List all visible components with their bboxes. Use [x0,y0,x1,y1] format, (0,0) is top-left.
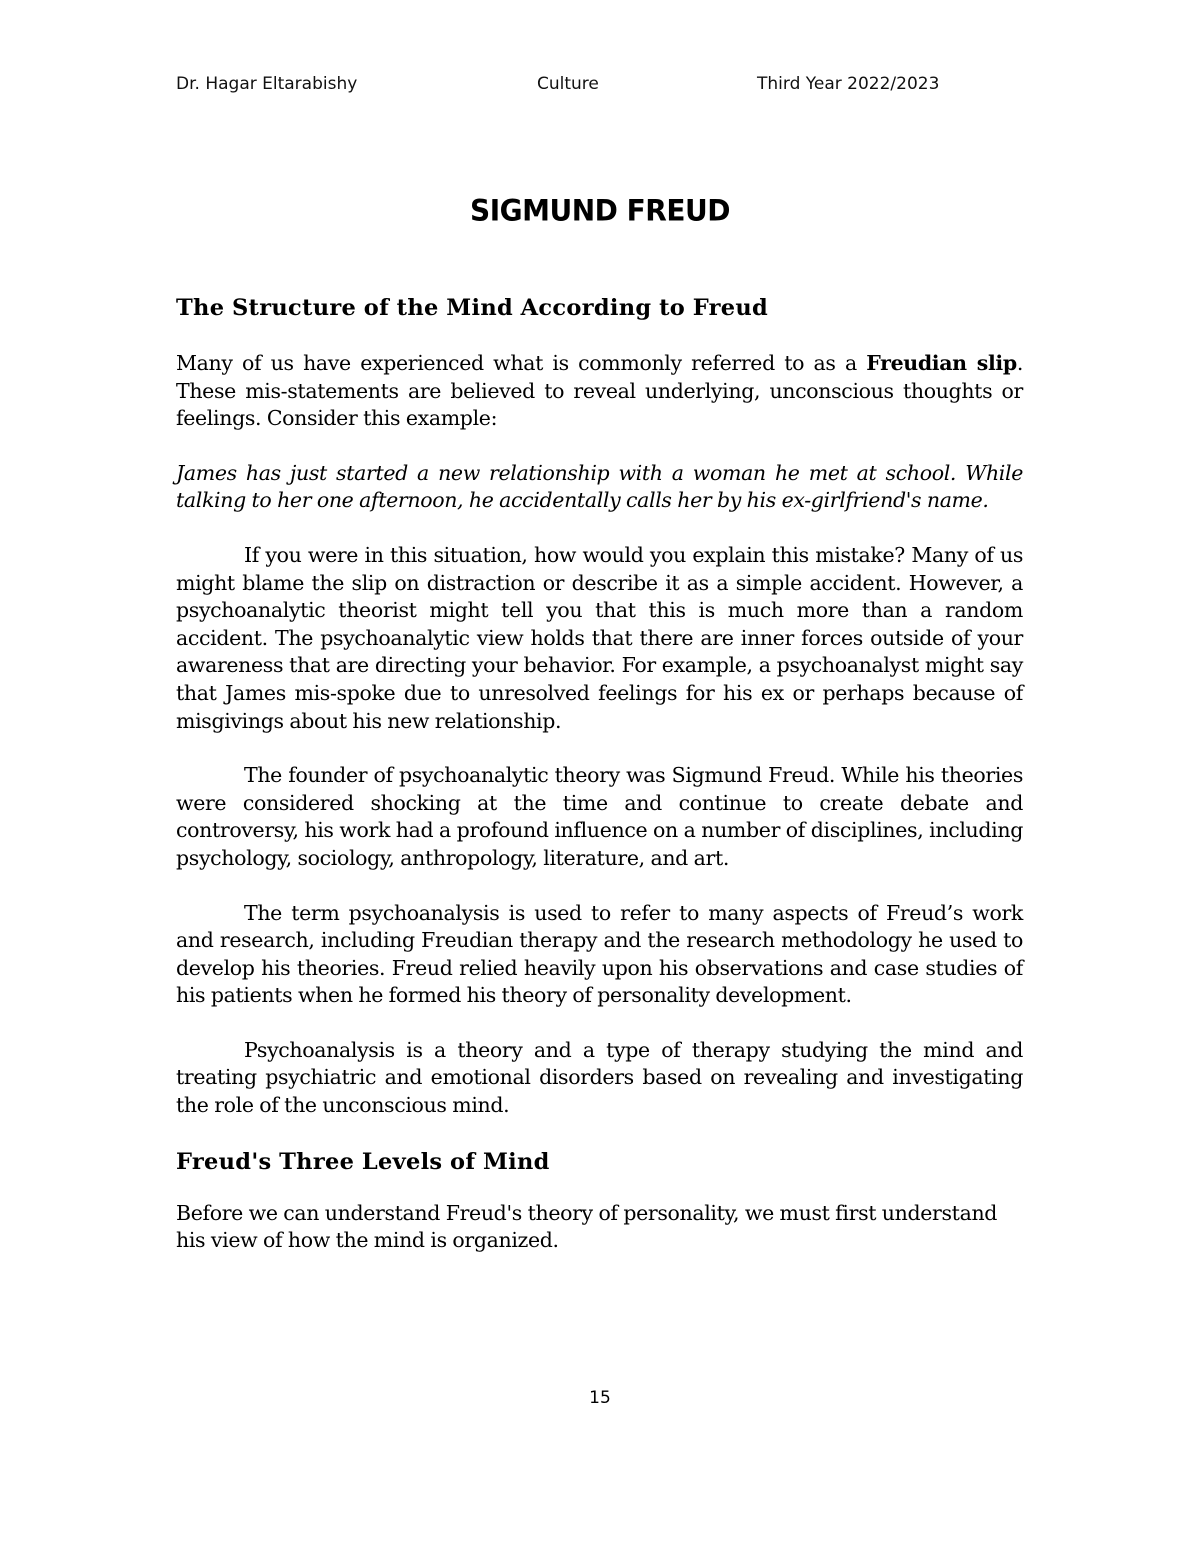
intro-paragraph [176,350,1023,433]
freudian-slip-term: Freudian slip [866,351,1017,375]
body-paragraph: The founder of psychoanalytic theory was Sigmund Freud. While his theories were considered shocking at the time and continue to create debate and controversy, his work had a profound influence on a number of disciplines, including psychology, sociology, anthropology, literature, and art. [176,763,1023,870]
document-body [176,290,1023,1255]
page-number: 15 [589,1388,611,1408]
page-header [0,74,1200,98]
header-year: Third Year 2022/2023 [757,74,940,94]
section-heading-structure-of-mind: The Structure of the Mind According to Freud [176,295,769,321]
example-paragraph: James has just started a new relationship with a woman he met at school. While talking to her one afternoon, he accidentally calls her by his ex-girlfriend's name. [176,460,1023,513]
page-title: SIGMUND FREUD [470,193,730,228]
section-heading-three-levels: Freud's Three Levels of Mind [176,1148,550,1175]
section2-paragraph: Before we can understand Freud's theory of personality, we must first understand his view of how the mind is organized. [176,1200,998,1253]
header-course: Culture [537,74,599,94]
body-paragraph: Psychoanalysis is a theory and a type of therapy studying the mind and treating psychiatric and emotional disorders based on revealing and investigating the role of the unconscious mind. [176,1037,1023,1118]
body-paragraph: The term psychoanalysis is used to refer to many aspects of Freud’s work and research, including Freudian therapy and the research methodology he used to develop his theories. Freud relied heavily upon his observations and case studies of his patients when he formed his theory of personality development. [176,900,1023,1008]
intro-text-before: Many of us have experienced what is commonly referred to as a [176,351,867,375]
body-paragraph: If you were in this situation, how would you explain this mistake? Many of us might blame the slip on distraction or describe it as a simple accident. However, a psychoanalytic theorist might tell you that this is much more than a random accident. The psychoanalytic view holds that there are inner forces outside of your awareness that are directing your behavior. For example, a psychoanalyst might say that James mis-spoke due to unresolved feelings for his ex or perhaps because of misgivings about his new relationship. [176,542,1023,733]
header-author: Dr. Hagar Eltarabishy [176,74,358,94]
intro-text-after: . These mis-statements are believed to reveal underlying, unconscious thoughts or feelings. Consider this example: [176,351,1023,431]
